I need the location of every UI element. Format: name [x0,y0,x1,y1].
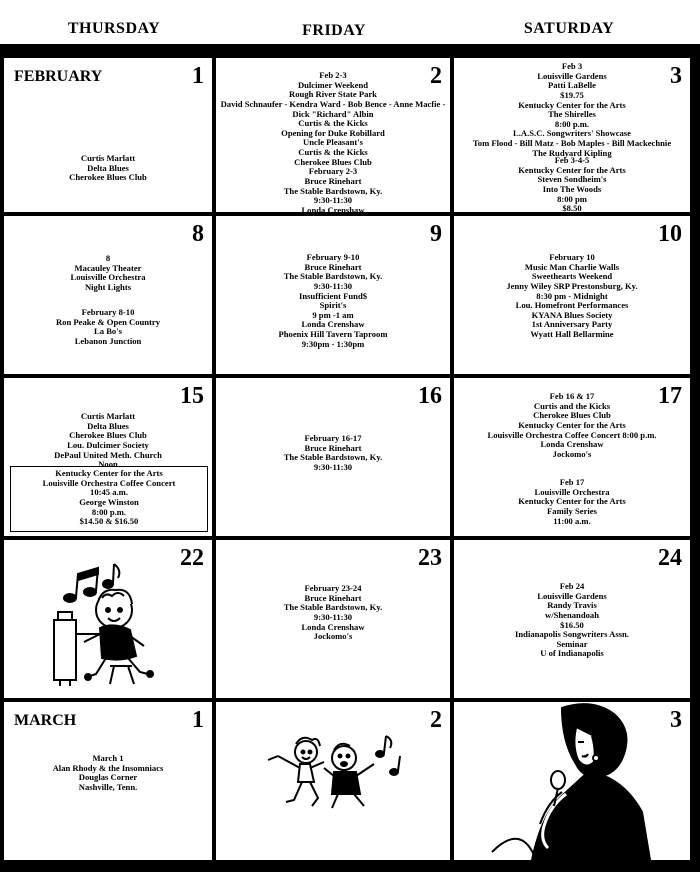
event-line: Kentucky Center for the Arts [518,419,626,430]
event-line: The Rudyard Kipling [532,147,612,158]
day-number: 17 [658,383,682,409]
event-list [216,253,450,349]
event-line: 9:30-11:30 [313,195,353,206]
event-line: Alan Rhody & the Insomniacs [52,762,164,773]
event-line: L.A.S.C. Songwriters' Showcase [513,128,631,139]
day-number: 3 [670,707,682,733]
event-list [4,254,212,293]
event-line: Curtis Marlatt [80,411,136,421]
event-line: 9:30-11:30 [313,461,353,472]
header-thursday: THURSDAY [67,20,161,37]
event-line: La Bo's [94,326,122,337]
event-line: Feb 24 [559,581,585,591]
event-line: Jockomo's [313,631,353,642]
event-line: February 8-10 [81,307,135,317]
event-line: Londa Crenshaw [301,319,365,330]
month-label-march: MARCH [14,712,77,729]
cell-mar-1 [4,702,212,860]
event-line: Cherokee Blues Club [69,172,147,183]
cell-feb-23 [216,540,450,698]
event-line: Curtis and the Kicks [533,400,611,411]
event-line: $19.75 [560,89,584,100]
cell-feb-17 [454,378,690,536]
event-list [4,154,212,183]
cell-feb-24 [454,540,690,698]
event-line: Bruce Rinehart [304,592,362,603]
event-line: February 9-10 [306,252,360,262]
event-list [454,253,690,340]
calendar-grid [0,44,700,872]
event-list [216,584,450,642]
event-line: w/Shenandoah [545,609,599,620]
event-line: 9:30-11:30 [313,611,353,622]
event-line: Nashville, Tenn. [78,781,138,792]
event-line: Kentucky Center for the Arts [55,468,163,478]
event-line: Delta Blues [87,162,129,173]
event-line: Curtis Marlatt [80,153,136,163]
event-line: Steven Sondheim's [537,174,607,185]
event-line: KYANA Blues Society [531,309,613,320]
event-line: The Stable Bardstown, Ky. [283,602,383,613]
event-line: 11:00 a.m. [553,515,591,526]
event-line: Louisville Gardens [537,590,607,601]
cell-feb-8 [4,216,212,374]
cell-feb-22 [4,540,212,698]
event-line: 8:30 pm - Midnight [536,290,608,301]
cell-feb-10 [454,216,690,374]
event-line: Phoenix Hill Tavern Taproom [278,329,388,339]
day-number: 10 [658,221,682,247]
event-list [454,62,690,158]
cell-mar-3 [454,702,690,860]
event-line: Kentucky Center for the Arts [518,496,626,507]
event-line: Bruce Rinehart [304,442,362,453]
cell-feb-1 [4,58,212,212]
day-number: 23 [418,545,442,571]
event-line: Feb 16 & 17 [549,391,595,401]
event-line: Bruce Rinehart [304,175,362,186]
event-line: 8:00 pm [557,193,587,204]
highlight-box [10,466,208,532]
event-line: Opening for Duke Robillard [281,127,385,138]
event-line: $16.50 [560,619,584,630]
event-list [454,582,690,659]
day-number: 22 [180,545,204,571]
event-line: The Stable Bardstown, Ky. [283,271,383,282]
event-list-2 [454,478,690,526]
event-line: Louisville Orchestra Coffee Concert [42,477,176,488]
event-line: Louisville Orchestra [534,486,610,497]
event-line: February 2-3 [308,166,358,177]
event-line: 8 [105,253,111,263]
event-line: Kentucky Center for the Arts [518,99,626,110]
day-number: 9 [430,221,442,247]
event-line: 9:30pm - 1:30pm [301,338,365,349]
event-line: Douglas Corner [78,772,138,783]
header-saturday: SATURDAY [523,20,615,37]
event-line: Noon [98,459,118,470]
day-number: 2 [430,707,442,733]
event-line: 10:45 a.m. [90,487,128,498]
event-line: The Stable Bardstown, Ky. [283,452,383,463]
event-line: Lou. Homefront Performances [515,300,629,311]
event-line: February 10 [549,252,595,262]
event-line: 8:00 p.m. [91,506,127,517]
event-list [454,392,690,459]
event-line: DePaul United Meth. Church [54,449,162,460]
event-line: Dulcimer Weekend [297,79,369,90]
event-line: Dick "Richard" Albin [292,108,374,119]
event-line: Insufficient Fund$ [298,290,368,301]
cell-feb-9 [216,216,450,374]
event-line: Lebanon Junction [74,335,142,346]
event-line: Music Man Charlie Walls [524,261,620,272]
event-line: Spirit's [319,300,347,311]
event-line: Randy Travis [547,600,597,611]
event-line: Feb 2-3 [319,70,347,80]
event-line: Cherokee Blues Club [533,410,611,421]
event-line: U of Indianapolis [540,648,604,659]
event-line: Tom Flood - Bill Matz - Bob Maples - Bill Mackechnie [472,138,672,148]
cell-feb-16 [216,378,450,536]
event-list [216,71,450,225]
event-line: Bruce Rinehart [304,261,362,272]
event-line: David Schnaufer - Kendra Ward - Bob Bence - Anne Macfie - [220,98,446,109]
event-list-2 [454,156,690,214]
event-line: Curtis & the Kicks [298,118,368,129]
day-number: 3 [670,63,682,89]
event-line: Louisville Orchestra Coffee Concert 8:00 p.m. [487,429,657,440]
event-line: Jenny Wiley SRP Prestonsburg, Ky. [506,280,638,291]
dancing-figures-illustration [260,722,410,812]
event-line: Delta Blues [87,420,129,431]
event-line: Indianapolis Songwriters Assn. [515,629,629,640]
cell-feb-3 [454,58,690,212]
event-list-2 [4,308,212,347]
day-number: 16 [418,383,442,409]
day-number: 15 [180,383,204,409]
event-line: Londa Crenshaw [540,439,604,450]
event-line: Cherokee Blues Club [294,156,372,167]
day-number: 1 [192,707,204,733]
event-line: Wyatt Hall Bellarmine [530,329,614,339]
event-line: Uncle Pleasant's [303,137,363,148]
event-line: Into The Woods [542,183,602,194]
event-line: 8:00 p.m. [554,118,590,129]
event-line: 1st Anniversary Party [531,319,613,330]
event-line: Louisville Orchestra [70,272,146,283]
event-line: Londa Crenshaw [301,204,365,215]
event-line: Feb 3 [561,61,583,71]
event-line: $8.50 [562,203,582,214]
event-list [4,412,212,470]
day-number: 1 [192,63,204,89]
event-line: Feb 3-4-5 [554,155,590,165]
event-line: Rough River State Park [289,89,377,100]
day-number: 24 [658,545,682,571]
event-line: Louisville Gardens [537,70,607,81]
event-line: The Stable Bardstown, Ky. [283,185,383,196]
event-list [4,754,212,793]
event-list [216,434,450,473]
cell-mar-2 [216,702,450,860]
event-line: Family Series [547,505,597,516]
cell-feb-2 [216,58,450,215]
event-line: Londa Crenshaw [301,621,365,632]
day-number: 8 [192,221,204,247]
piano-boy-illustration [40,562,170,686]
event-line: Cherokee Blues Club [69,430,147,441]
singer-illustration [492,702,652,860]
event-line: March 1 [92,753,124,763]
month-label-february: FEBRUARY [14,68,103,85]
cell-feb-15 [4,378,212,536]
event-line: Feb 17 [559,477,585,487]
event-line: February 16-17 [304,433,362,443]
event-line: 9:30-11:30 [313,280,353,291]
day-number: 2 [430,63,442,89]
event-line: Patti LaBelle [548,80,596,91]
event-line: Sweethearts Weekend [531,271,613,282]
event-line: February 23-24 [304,583,362,593]
event-line: George Winston [79,496,139,507]
event-line: 9 pm -1 am [312,309,354,320]
event-line: Jockomo's [552,448,592,459]
event-line: Lou. Dulcimer Society [67,439,149,450]
event-line: Kentucky Center for the Arts [518,164,626,175]
event-line: Ron Peake & Open Country [55,316,161,327]
event-list-2 [11,469,207,527]
event-line: $14.50 & $16.50 [79,516,139,527]
event-line: Macauley Theater [74,262,142,273]
event-line: Night Lights [84,281,132,292]
event-line: Curtis & the Kicks [298,147,368,157]
header-friday: FRIDAY [302,22,366,39]
event-line: The Shirelles [548,109,596,120]
event-line: Seminar [556,638,588,649]
